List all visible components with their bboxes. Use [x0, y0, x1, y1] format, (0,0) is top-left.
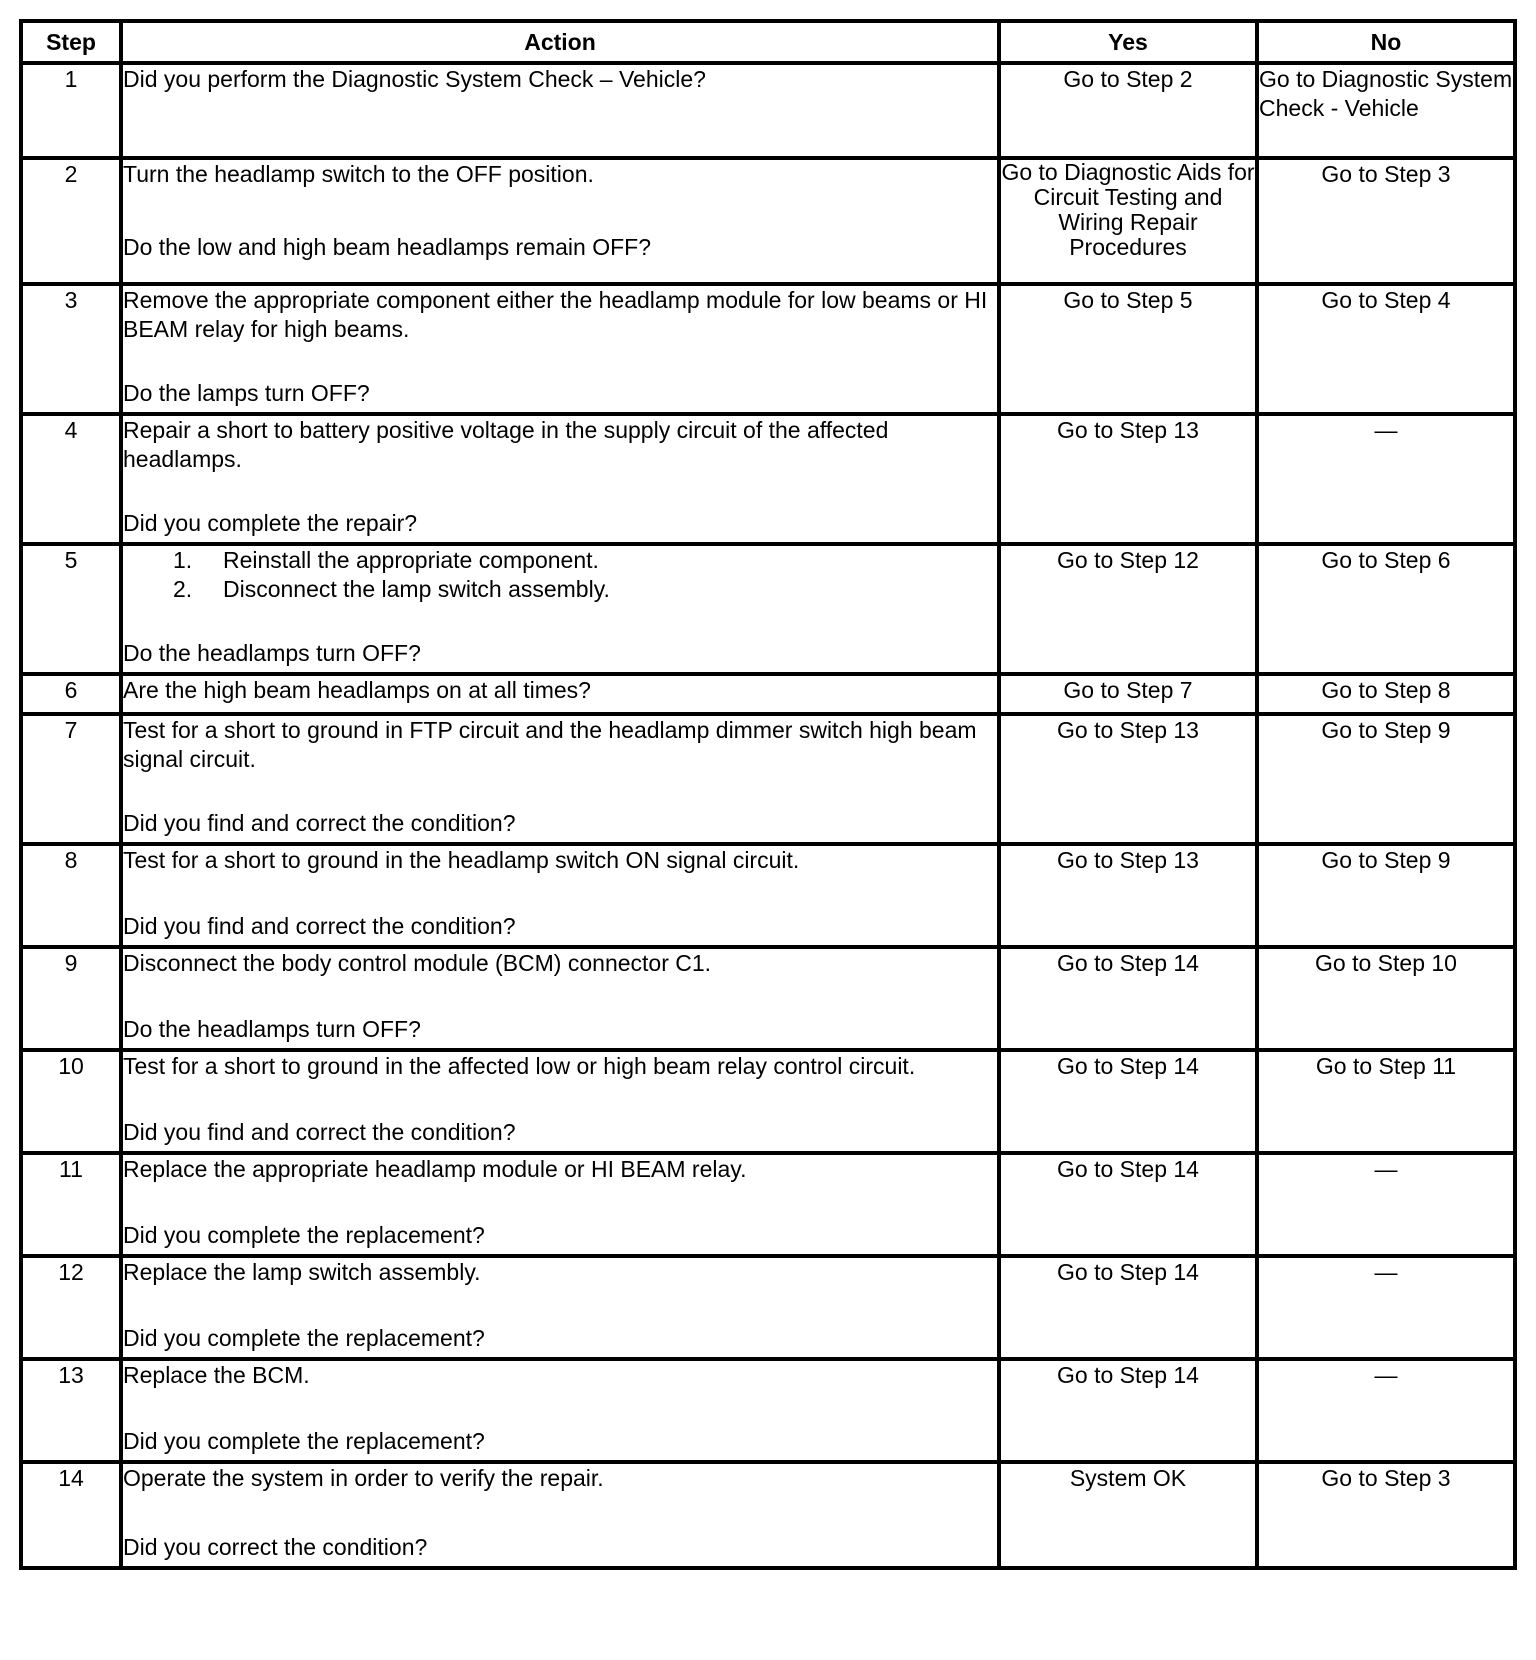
no-cell: Go to Step 6 — [1257, 544, 1515, 674]
yes-cell: Go to Step 14 — [999, 1359, 1257, 1462]
no-cell: Go to Step 9 — [1257, 844, 1515, 947]
action-text: Test for a short to ground in the headlamp switch ON signal circuit. — [123, 847, 800, 873]
action-cell — [121, 284, 999, 414]
table-row — [21, 1153, 1515, 1256]
step-number: 9 — [21, 947, 121, 1050]
action-question: Do the lamps turn OFF? — [123, 380, 370, 406]
action-text: Operate the system in order to verify the repair. — [123, 1465, 604, 1491]
table-row — [21, 284, 1515, 414]
yes-cell: Go to Step 13 — [999, 414, 1257, 544]
action-question: Do the low and high beam headlamps remain OFF? — [123, 234, 652, 260]
action-question: Did you complete the replacement? — [123, 1222, 485, 1248]
yes-cell: Go to Step 14 — [999, 1256, 1257, 1359]
header-row — [21, 21, 1515, 63]
action-cell — [121, 1359, 999, 1462]
no-cell: Go to Step 3 — [1257, 158, 1515, 284]
action-cell — [121, 844, 999, 947]
action-question: Did you find and correct the condition? — [123, 913, 516, 939]
list-item: 2. Disconnect the lamp switch assembly. — [173, 576, 610, 602]
action-text: Did you perform the Diagnostic System Check – Vehicle? — [123, 66, 706, 92]
step-number: 13 — [21, 1359, 121, 1462]
action-cell — [121, 158, 999, 284]
list-item: 1. Reinstall the appropriate component. — [173, 547, 599, 573]
table-row — [21, 1462, 1515, 1568]
table-row — [21, 674, 1515, 714]
step-number: 7 — [21, 714, 121, 844]
yes-cell: Go to Step 13 — [999, 844, 1257, 947]
no-cell: Go to Step 8 — [1257, 674, 1515, 714]
step-number: 14 — [21, 1462, 121, 1568]
action-cell — [121, 1256, 999, 1359]
yes-cell: Go to Step 12 — [999, 544, 1257, 674]
step-number: 5 — [21, 544, 121, 674]
step-number: 6 — [21, 674, 121, 714]
table-row — [21, 844, 1515, 947]
header-step: Step — [21, 21, 121, 63]
table-row — [21, 1359, 1515, 1462]
action-question: Did you complete the replacement? — [123, 1428, 485, 1454]
action-text: Remove the appropriate component either the headlamp module for low beams or HI BEAM relay for high beams. — [123, 287, 988, 342]
action-cell — [121, 1153, 999, 1256]
yes-cell: System OK — [999, 1462, 1257, 1568]
no-cell: — — [1257, 1153, 1515, 1256]
action-question: Did you complete the replacement? — [123, 1325, 485, 1351]
action-cell — [121, 63, 999, 158]
action-cell — [121, 714, 999, 844]
action-text: Turn the headlamp switch to the OFF position. — [123, 161, 594, 187]
step-number: 10 — [21, 1050, 121, 1153]
yes-cell: Go to Step 5 — [999, 284, 1257, 414]
diagnostic-table-container — [19, 19, 1517, 1570]
action-question: Did you complete the repair? — [123, 510, 418, 536]
table-row — [21, 63, 1515, 158]
action-question: Do the headlamps turn OFF? — [123, 1016, 421, 1042]
action-cell: Are the high beam headlamps on at all times? — [121, 674, 999, 714]
no-cell: — — [1257, 1359, 1515, 1462]
yes-cell: Go to Step 2 — [999, 63, 1257, 158]
no-cell: Go to Step 4 — [1257, 284, 1515, 414]
action-text: Test for a short to ground in FTP circuit and the headlamp dimmer switch high beam signal circuit. — [123, 717, 977, 772]
action-cell — [121, 947, 999, 1050]
table-row — [21, 414, 1515, 544]
header-no: No — [1257, 21, 1515, 63]
step-number: 12 — [21, 1256, 121, 1359]
action-question: Did you find and correct the condition? — [123, 810, 516, 836]
no-cell: Go to Diagnostic System Check - Vehicle — [1257, 63, 1515, 158]
step-number: 3 — [21, 284, 121, 414]
header-yes: Yes — [999, 21, 1257, 63]
no-cell: Go to Step 10 — [1257, 947, 1515, 1050]
yes-cell: Go to Step 14 — [999, 1050, 1257, 1153]
no-cell: — — [1257, 1256, 1515, 1359]
step-number: 2 — [21, 158, 121, 284]
yes-cell: Go to Diagnostic Aids for Circuit Testing and Wiring Repair Procedures — [999, 158, 1257, 284]
action-cell — [121, 414, 999, 544]
header-action: Action — [121, 21, 999, 63]
action-question: Did you correct the condition? — [123, 1534, 428, 1560]
action-question: Did you find and correct the condition? — [123, 1119, 516, 1145]
action-substeps — [123, 546, 997, 604]
yes-cell: Go to Step 14 — [999, 1153, 1257, 1256]
yes-cell: Go to Step 14 — [999, 947, 1257, 1050]
action-cell — [121, 544, 999, 674]
action-cell — [121, 1050, 999, 1153]
step-number: 8 — [21, 844, 121, 947]
table-row — [21, 1256, 1515, 1359]
no-cell: Go to Step 3 — [1257, 1462, 1515, 1568]
table-row — [21, 1050, 1515, 1153]
table-row — [21, 714, 1515, 844]
action-cell — [121, 1462, 999, 1568]
yes-cell: Go to Step 13 — [999, 714, 1257, 844]
step-number: 4 — [21, 414, 121, 544]
yes-cell: Go to Step 7 — [999, 674, 1257, 714]
action-text: Repair a short to battery positive voltage in the supply circuit of the affected headlamps. — [123, 417, 889, 472]
diagnostic-table — [19, 19, 1517, 1570]
no-cell: Go to Step 9 — [1257, 714, 1515, 844]
step-number: 1 — [21, 63, 121, 158]
no-cell: — — [1257, 414, 1515, 544]
action-question: Do the headlamps turn OFF? — [123, 640, 421, 666]
action-text: Replace the BCM. — [123, 1362, 310, 1388]
action-text: Replace the appropriate headlamp module or HI BEAM relay. — [123, 1156, 747, 1182]
step-number: 11 — [21, 1153, 121, 1256]
table-row — [21, 544, 1515, 674]
action-text: Test for a short to ground in the affected low or high beam relay control circuit. — [123, 1053, 916, 1079]
action-text: Disconnect the body control module (BCM) connector C1. — [123, 950, 712, 976]
no-cell: Go to Step 11 — [1257, 1050, 1515, 1153]
table-row — [21, 947, 1515, 1050]
action-text: Replace the lamp switch assembly. — [123, 1259, 481, 1285]
table-row — [21, 158, 1515, 284]
